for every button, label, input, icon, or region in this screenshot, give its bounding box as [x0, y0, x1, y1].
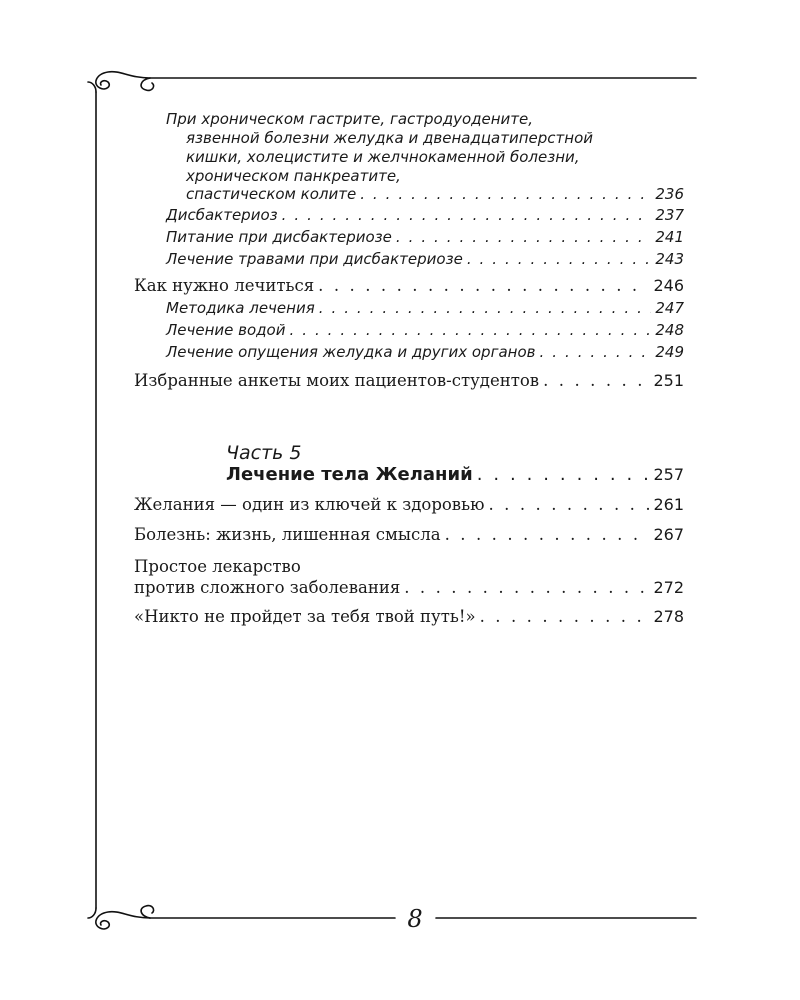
- toc-entry-page: 278: [653, 607, 684, 626]
- leader-dots: [396, 228, 652, 246]
- leader-dots: [445, 525, 650, 544]
- toc-lead-line: кишки, холецистите и желчнокаменной болезни,: [186, 148, 580, 166]
- toc-entry-title: Избранные анкеты моих пациентов-студентов: [134, 371, 540, 390]
- toc-entry-title: «Никто не пройдет за тебя твой путь!»: [134, 607, 476, 626]
- toc-sub-entry[interactable]: [134, 206, 684, 224]
- toc-sub-entry[interactable]: [134, 250, 684, 268]
- toc-lead-line: язвенной болезни желудка и двенадцатиперстной: [186, 129, 594, 147]
- toc-main-entry[interactable]: [134, 276, 684, 295]
- toc-lead-line: При хроническом гастрите, гастродуодените,: [166, 110, 534, 128]
- leader-dots: [539, 343, 651, 361]
- toc-entry-page: 241: [655, 228, 684, 246]
- leader-dots: [543, 371, 649, 390]
- toc-entry-page: 248: [655, 321, 684, 339]
- part-title: Лечение тела Желаний: [226, 464, 473, 485]
- bottom-left-flourish: [88, 906, 154, 929]
- leader-dots: [318, 276, 649, 295]
- toc-chapter-entry[interactable]: [134, 495, 684, 514]
- toc-sub-entry[interactable]: [134, 321, 684, 339]
- top-left-flourish: [88, 72, 154, 92]
- toc-chapter-entry-two-line[interactable]: [134, 556, 684, 597]
- toc-entry-page: 237: [655, 206, 684, 224]
- page-number: 8: [407, 905, 423, 933]
- toc-lead-line: хроническом панкреатите,: [186, 167, 401, 185]
- toc-chapter-entry[interactable]: [134, 607, 684, 626]
- toc-entry-title: Питание при дисбактериозе: [166, 228, 392, 246]
- toc-chapter-entry[interactable]: [134, 525, 684, 544]
- toc-entry-title: Как нужно лечиться: [134, 276, 315, 295]
- leader-dots: [467, 250, 652, 268]
- leader-dots: [480, 607, 650, 626]
- leader-dots: [282, 206, 652, 224]
- toc-entry-page: 272: [653, 578, 684, 597]
- toc-entry-title: Методика лечения: [166, 299, 315, 317]
- toc-entry-title: спастическом колите: [186, 185, 357, 203]
- toc-entry-last-line: [134, 578, 684, 597]
- leader-dots: [404, 578, 649, 597]
- leader-dots: [360, 185, 651, 203]
- toc-entry-title: Болезнь: жизнь, лишенная смысла: [134, 525, 441, 544]
- leader-dots: [477, 464, 650, 485]
- toc-entry-title: Лечение опущения желудка и других органов: [166, 343, 536, 361]
- toc-entry-title-line: Простое лекарство: [134, 557, 301, 576]
- toc-entry-page: 251: [653, 371, 684, 390]
- toc-lead-entry[interactable]: [134, 110, 684, 203]
- toc-entry-page: 267: [653, 525, 684, 544]
- toc-main-entry[interactable]: [134, 371, 684, 390]
- toc-entry-page: 257: [653, 465, 684, 484]
- part-title-entry[interactable]: [134, 464, 684, 485]
- toc-sub-entry[interactable]: [134, 228, 684, 246]
- toc-entry-page: 243: [655, 250, 684, 268]
- toc-sub-entry[interactable]: [134, 343, 684, 361]
- toc-lead-last-line: [134, 185, 684, 203]
- toc-entry-page: 261: [653, 495, 684, 514]
- toc-entry-title: против сложного заболевания: [134, 578, 401, 597]
- toc-entry-title: Дисбактериоз: [166, 206, 278, 224]
- toc-entry-page: 247: [655, 299, 684, 317]
- part-label: Часть 5: [226, 442, 302, 464]
- toc-sub-entry[interactable]: [134, 299, 684, 317]
- leader-dots: [289, 321, 651, 339]
- toc-entry-page: 246: [653, 276, 684, 295]
- table-of-contents: [134, 110, 684, 626]
- toc-entry-title: Лечение травами при дисбактериозе: [166, 250, 463, 268]
- toc-entry-page: 249: [655, 343, 684, 361]
- leader-dots: [488, 495, 649, 514]
- toc-entry-title: Лечение водой: [166, 321, 286, 339]
- leader-dots: [319, 299, 652, 317]
- toc-entry-title: Желания — один из ключей к здоровью: [134, 495, 485, 514]
- toc-entry-page: 236: [655, 185, 684, 203]
